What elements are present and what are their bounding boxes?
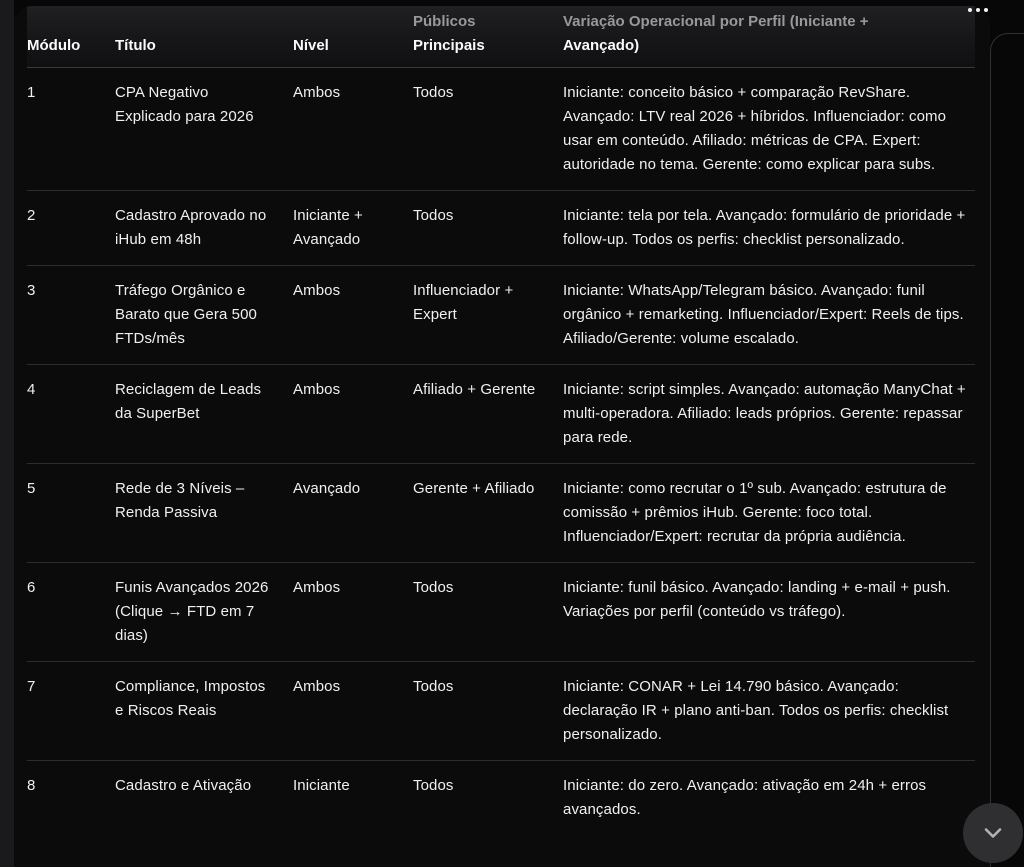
more-options-button[interactable]: [958, 1, 998, 19]
cell-variation: Iniciante: do zero. Avançado: ativação em 24h + erros avançados.: [563, 777, 927, 818]
table-row: [27, 563, 975, 662]
column-header-label: Nível: [293, 37, 329, 54]
cell-module: 1: [27, 84, 36, 101]
cell-title: Funis Avançados 2026 (Clique → FTD em 7 dias): [115, 579, 269, 644]
cell-variation: Iniciante: script simples. Avançado: automação ManyChat + multi-operadora. Afiliado: leads próprios. Gerente: repassar para rede.: [563, 381, 966, 446]
column-header-modulo: [27, 34, 115, 58]
cell-title: Reciclagem de Leads da SuperBet: [115, 381, 262, 422]
cell-level: Ambos: [293, 282, 341, 299]
column-header-label: Principais: [413, 37, 485, 54]
cell-audience: Todos: [413, 678, 454, 695]
cell-variation: Iniciante: conceito básico + comparação RevShare. Avançado: LTV real 2026 + híbridos. Influenciador: como usar em conteúdo. Afiliado: métricas de CPA. Expert: autoridade no tema. Gerente: como explicar para subs.: [563, 84, 947, 173]
cell-audience: Influenciador + Expert: [413, 282, 514, 323]
cell-audience: Todos: [413, 579, 454, 596]
column-header-publicos-principais: [413, 10, 563, 58]
cell-level: Iniciante + Avançado: [293, 207, 363, 248]
cell-audience: Todos: [413, 777, 454, 794]
cell-title: Compliance, Impostos e Riscos Reais: [115, 678, 266, 719]
table-row: [27, 191, 975, 266]
ellipsis-icon: [984, 8, 988, 12]
table-body: [27, 68, 975, 835]
cell-level: Avançado: [293, 480, 361, 497]
cell-level: Ambos: [293, 678, 341, 695]
cell-module: 5: [27, 480, 36, 497]
table-row: [27, 464, 975, 563]
column-header-label: Módulo: [27, 37, 81, 54]
page-background-gutter: [0, 0, 14, 867]
cell-module: 6: [27, 579, 36, 596]
scroll-to-bottom-button[interactable]: [963, 803, 1023, 863]
cell-module: 7: [27, 678, 36, 695]
cell-variation: Iniciante: como recrutar o 1º sub. Avançado: estrutura de comissão + prêmios iHub. Gerente: foco total. Influenciador/Expert: recrutar da própria audiência.: [563, 480, 947, 545]
table-row: [27, 266, 975, 365]
table-row: [27, 68, 975, 191]
ellipsis-icon: [976, 8, 980, 12]
cell-title: Cadastro Aprovado no iHub em 48h: [115, 207, 267, 248]
cell-level: Ambos: [293, 579, 341, 596]
cell-module: 8: [27, 777, 36, 794]
cell-variation: Iniciante: CONAR + Lei 14.790 básico. Avançado: declaração IR + plano anti-ban. Todos os perfis: checklist personalizado.: [563, 678, 949, 743]
ellipsis-icon: [968, 8, 972, 12]
cell-audience: Gerente + Afiliado: [413, 480, 535, 497]
table-row: [27, 761, 975, 835]
cell-audience: Todos: [413, 84, 454, 101]
cell-title: Rede de 3 Níveis – Renda Passiva: [115, 480, 245, 521]
cell-module: 4: [27, 381, 36, 398]
cell-title: CPA Negativo Explicado para 2026: [115, 84, 254, 125]
cell-level: Ambos: [293, 84, 341, 101]
table-row: [27, 365, 975, 464]
cell-variation: Iniciante: WhatsApp/Telegram básico. Avançado: funil orgânico + remarketing. Influenciador/Expert: Reels de tips. Afiliado/Gerente: volume escalado.: [563, 282, 964, 347]
cell-audience: Afiliado + Gerente: [413, 381, 536, 398]
column-header-titulo: [115, 34, 293, 58]
column-header-top-line: Variação Operacional por Perfil (Iniciante +: [563, 13, 869, 30]
cell-title: Cadastro e Ativação: [115, 777, 252, 794]
column-header-label: Título: [115, 37, 156, 54]
column-header-nivel: [293, 34, 413, 58]
table-card: [14, 6, 990, 867]
cell-title: Tráfego Orgânico e Barato que Gera 500 FTDs/mês: [115, 282, 257, 347]
cell-level: Ambos: [293, 381, 341, 398]
cell-module: 3: [27, 282, 36, 299]
table-row: [27, 662, 975, 761]
cell-variation: Iniciante: tela por tela. Avançado: formulário de prioridade + follow-up. Todos os perfis: checklist personalizado.: [563, 207, 966, 248]
column-header-variacao-operacional: [563, 10, 975, 58]
cell-variation: Iniciante: funil básico. Avançado: landing + e-mail + push. Variações por perfil (conteúdo vs tráfego).: [563, 579, 951, 620]
cell-level: Iniciante: [293, 777, 350, 794]
side-panel-edge: [990, 33, 1024, 867]
cell-module: 2: [27, 207, 36, 224]
column-header-top-line: Públicos: [413, 13, 476, 30]
column-header-label: Avançado): [563, 37, 640, 54]
table-header-row: [27, 6, 975, 68]
cell-audience: Todos: [413, 207, 454, 224]
chevron-down-icon: [976, 816, 1010, 850]
